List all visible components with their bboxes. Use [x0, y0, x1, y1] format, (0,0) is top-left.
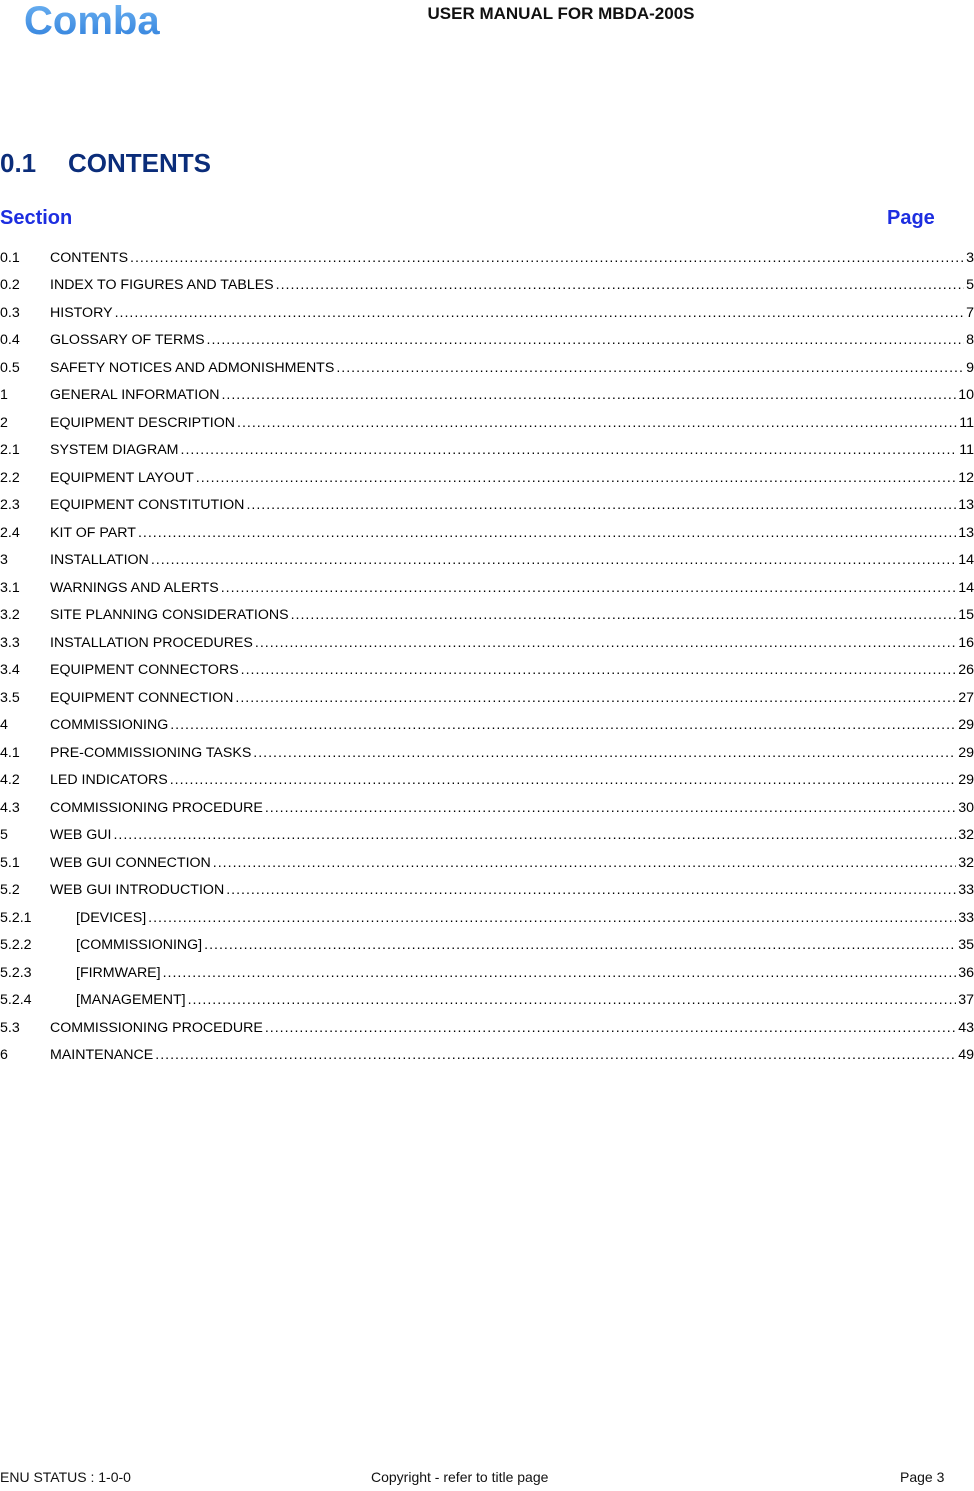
toc-entry-title: SITE PLANNING CONSIDERATIONS [50, 607, 289, 624]
toc-entry-number: 3.4 [0, 662, 20, 679]
header-title-text: USER MANUAL FOR MBDA-200S [427, 4, 695, 23]
toc-entry-page: 11 [959, 414, 974, 431]
toc-entry-number: 5.2.2 [0, 937, 32, 954]
toc-dot-leader [221, 580, 957, 596]
toc-entry-title: WEB GUI INTRODUCTION [50, 882, 225, 899]
toc-entry[interactable] [0, 409, 974, 437]
toc-dot-leader [155, 1047, 956, 1063]
toc-entry-page: 13 [958, 497, 974, 514]
toc-dot-leader [221, 387, 956, 403]
toc-entry-page: 14 [958, 552, 974, 569]
footer-page-number: Page 3 [900, 1469, 945, 1485]
toc-entry-number: 3.5 [0, 689, 20, 706]
toc-entry-title: SYSTEM DIAGRAM [50, 442, 179, 459]
toc-dot-leader [213, 855, 956, 871]
toc-entry[interactable] [0, 629, 974, 657]
toc-entry-page: 33 [958, 909, 974, 926]
toc-entry-page: 29 [958, 744, 974, 761]
footer-copyright: Copyright - refer to title page [371, 1469, 549, 1485]
toc-entry[interactable] [0, 519, 974, 547]
toc-entry-number: 6 [0, 1047, 8, 1064]
toc-entry-title: [MANAGEMENT] [76, 992, 186, 1009]
toc-entry-number: 2.2 [0, 469, 20, 486]
toc-entry-title: KIT OF PART [50, 524, 136, 541]
toc-entry[interactable] [0, 794, 974, 822]
toc-dot-leader [207, 332, 965, 348]
toc-entry-page: 30 [958, 799, 974, 816]
toc-entry-page: 13 [958, 524, 974, 541]
toc-entry-title: INSTALLATION [50, 552, 149, 569]
toc-entry-page: 37 [958, 992, 974, 1009]
toc-entry-title: COMMISSIONING PROCEDURE [50, 1019, 263, 1036]
page-heading [0, 148, 211, 179]
toc-entry-number: 0.5 [0, 359, 20, 376]
document-footer [0, 1469, 974, 1489]
toc-entry-title: INSTALLATION PROCEDURES [50, 634, 253, 651]
heading-number: 0.1 [0, 148, 37, 178]
toc-entry[interactable] [0, 299, 974, 327]
toc-entry-number: 3.3 [0, 634, 20, 651]
toc-entry-page: 43 [958, 1019, 974, 1036]
toc-entry-number: 5.2.4 [0, 992, 32, 1009]
toc-entry-number: 5.3 [0, 1019, 20, 1036]
toc-entry[interactable] [0, 437, 974, 465]
toc-entry[interactable] [0, 959, 974, 987]
toc-entry[interactable] [0, 987, 974, 1015]
toc-entry[interactable] [0, 822, 974, 850]
toc-dot-leader [237, 415, 957, 431]
toc-entry-title: SAFETY NOTICES AND ADMONISHMENTS [50, 359, 335, 376]
toc-entry-number: 2.1 [0, 442, 20, 459]
toc-dot-leader [255, 635, 956, 651]
toc-dot-leader [276, 277, 964, 293]
toc-entry[interactable] [0, 272, 974, 300]
toc-entry-page: 12 [958, 469, 974, 486]
toc-dot-leader [265, 1020, 956, 1036]
toc-dot-leader [291, 607, 957, 623]
toc-dot-leader [151, 552, 956, 568]
toc-entry-number: 5.2.1 [0, 909, 32, 926]
toc-entry-number: 4 [0, 717, 8, 734]
toc-entry-title: CONTENTS [50, 249, 129, 266]
toc-entry-title: MAINTENANCE [50, 1047, 154, 1064]
toc-entry[interactable] [0, 657, 974, 685]
toc-entry[interactable] [0, 767, 974, 795]
toc-entry-page: 26 [958, 662, 974, 679]
toc-entry[interactable] [0, 382, 974, 410]
toc-entry-title: PRE-COMMISSIONING TASKS [50, 744, 252, 761]
toc-entry-page: 16 [958, 634, 974, 651]
document-header-title [0, 4, 974, 24]
toc-entry-number: 3.2 [0, 607, 20, 624]
toc-entry-title: [DEVICES] [76, 909, 147, 926]
toc-entry-number: 4.1 [0, 744, 20, 761]
toc-dot-leader [130, 250, 964, 266]
toc-entry[interactable] [0, 1042, 974, 1070]
toc-entry-number: 0.3 [0, 304, 20, 321]
toc-entry[interactable] [0, 492, 974, 520]
toc-entry-title: WEB GUI [50, 827, 112, 844]
toc-entry[interactable] [0, 547, 974, 575]
toc-dot-leader [188, 992, 957, 1008]
toc-dot-leader [113, 827, 956, 843]
toc-dot-leader [204, 937, 956, 953]
toc-entry-title: EQUIPMENT CONSTITUTION [50, 497, 245, 514]
toc-entry-number: 3.1 [0, 579, 20, 596]
toc-entry-page: 11 [959, 442, 974, 459]
toc-dot-leader [336, 360, 964, 376]
toc-entry-page: 32 [958, 854, 974, 871]
toc-entry-title: WEB GUI CONNECTION [50, 854, 211, 871]
toc-dot-leader [170, 772, 956, 788]
toc-dot-leader [226, 882, 956, 898]
toc-entry-title: WARNINGS AND ALERTS [50, 579, 219, 596]
toc-entry-title: GENERAL INFORMATION [50, 387, 220, 404]
toc-entry[interactable] [0, 932, 974, 960]
page-column-label: Page [887, 207, 935, 229]
toc-entry-title: EQUIPMENT DESCRIPTION [50, 414, 235, 431]
toc-entry-page: 15 [958, 607, 974, 624]
toc-dot-leader [196, 470, 956, 486]
toc-dot-leader [138, 525, 956, 541]
toc-entry[interactable] [0, 1014, 974, 1042]
toc-entry[interactable] [0, 327, 974, 355]
toc-entry[interactable] [0, 684, 974, 712]
toc-dot-leader [235, 690, 956, 706]
toc-entry-number: 2.4 [0, 524, 20, 541]
toc-entry[interactable] [0, 574, 974, 602]
toc-entry-page: 8 [966, 332, 974, 349]
footer-status: ENU STATUS : 1-0-0 [0, 1469, 131, 1485]
toc-entry-title: EQUIPMENT LAYOUT [50, 469, 194, 486]
heading-title: CONTENTS [68, 148, 211, 178]
toc-entry[interactable] [0, 602, 974, 630]
toc-entry-number: 3 [0, 552, 8, 569]
toc-entry-number: 5.1 [0, 854, 20, 871]
toc-entry-title: EQUIPMENT CONNECTORS [50, 662, 239, 679]
toc-entry-page: 32 [958, 827, 974, 844]
toc-entry-number: 2 [0, 414, 8, 431]
toc-entry-page: 27 [958, 689, 974, 706]
toc-entry[interactable] [0, 712, 974, 740]
section-column-label: Section [0, 207, 73, 229]
toc-entry-page: 29 [958, 772, 974, 789]
toc-entry[interactable] [0, 354, 974, 382]
toc-entry-page: 49 [958, 1047, 974, 1064]
toc-entry[interactable] [0, 464, 974, 492]
toc-entry-title: HISTORY [50, 304, 113, 321]
toc-entry-page: 5 [966, 277, 974, 294]
toc-entry-title: [COMMISSIONING] [76, 937, 203, 954]
toc-entry-title: COMMISSIONING PROCEDURE [50, 799, 263, 816]
toc-dot-leader [265, 800, 956, 816]
toc-entry-page: 7 [966, 304, 974, 321]
toc-dot-leader [163, 965, 957, 981]
toc-entry-number: 0.2 [0, 277, 20, 294]
toc-entry[interactable] [0, 877, 974, 905]
toc-entry-title: COMMISSIONING [50, 717, 169, 734]
toc-dot-leader [115, 305, 965, 321]
toc-dot-leader [246, 497, 956, 513]
toc-dot-leader [170, 717, 956, 733]
toc-entry-number: 4.3 [0, 799, 20, 816]
toc-entry[interactable] [0, 849, 974, 877]
toc-entry-number: 5.2 [0, 882, 20, 899]
toc-entry-page: 10 [958, 387, 974, 404]
toc-entry-page: 36 [958, 964, 974, 981]
toc-entry-number: 5 [0, 827, 8, 844]
toc-entry-page: 14 [958, 579, 974, 596]
toc-entry-title: LED INDICATORS [50, 772, 168, 789]
toc-dot-leader [181, 442, 958, 458]
toc-entry-title: INDEX TO FIGURES AND TABLES [50, 277, 274, 294]
toc-entry-number: 2.3 [0, 497, 20, 514]
toc-entry-title: [FIRMWARE] [76, 964, 161, 981]
toc-entry[interactable] [0, 244, 974, 272]
toc-entry-page: 9 [966, 359, 974, 376]
toc-entry[interactable] [0, 739, 974, 767]
toc-entry-title: GLOSSARY OF TERMS [50, 332, 205, 349]
toc-entry-number: 1 [0, 387, 8, 404]
toc-entry-page: 35 [958, 937, 974, 954]
toc-entry-page: 33 [958, 882, 974, 899]
toc-dot-leader [241, 662, 957, 678]
toc-entry-title: EQUIPMENT CONNECTION [50, 689, 234, 706]
toc-dot-leader [253, 745, 956, 761]
toc-entry-page: 29 [958, 717, 974, 734]
toc-entry-number: 0.4 [0, 332, 20, 349]
toc-dot-leader [148, 910, 956, 926]
toc-entry-number: 4.2 [0, 772, 20, 789]
table-of-contents [0, 244, 974, 1069]
toc-entry[interactable] [0, 904, 974, 932]
toc-entry-page: 3 [966, 249, 974, 266]
toc-entry-number: 5.2.3 [0, 964, 32, 981]
toc-entry-number: 0.1 [0, 249, 20, 266]
logo-text: Comba [24, 0, 160, 42]
